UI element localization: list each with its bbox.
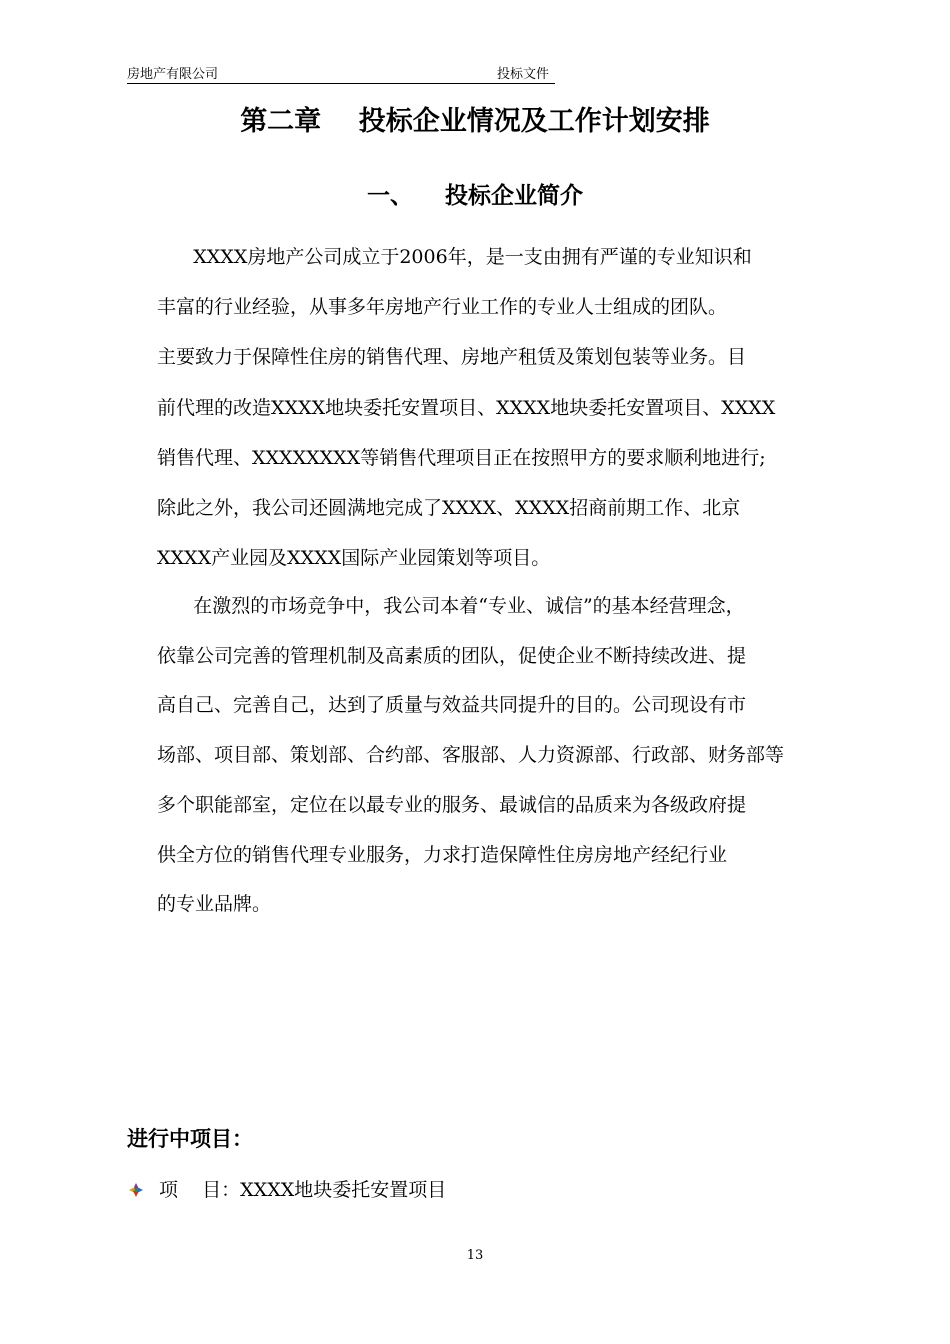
paragraph-line: XXXX产业园及XXXX国际产业园策划等项目。 [157, 547, 551, 569]
paragraph-line: 高自己、完善自己，达到了质量与效益共同提升的目的。公司现设有市 [157, 694, 747, 716]
page-header-doc-type: 投标文件 [497, 67, 550, 82]
paragraph-line: 场部、项目部、策划部、合约部、客服部、人力资源部、行政部、财务部等 [157, 744, 785, 766]
chapter-title: 第二章 投标企业情况及工作计划安排 [240, 106, 710, 137]
paragraph-line: 依靠公司完善的管理机制及高素质的团队，促使企业不断持续改进、提 [157, 645, 747, 667]
paragraph-line: 的专业品牌。 [157, 893, 272, 915]
paragraph-line: XXXX房地产公司成立于2006年，是一支由拥有严谨的专业知识和 [157, 246, 752, 268]
paragraph-line: 供全方位的销售代理专业服务，力求打造保障性住房房地产经纪行业 [157, 844, 728, 866]
header-rule [127, 83, 555, 84]
project-item-label: 项 目：XXXX地块委托安置项目 [159, 1179, 447, 1201]
project-list-item [127, 1176, 446, 1204]
paragraph-line: 主要致力于保障性住房的销售代理、房地产租赁及策划包装等业务。目 [157, 346, 747, 368]
projects-heading: 进行中项目： [127, 1126, 253, 1151]
paragraph-line: 在激烈的市场竞争中，我公司本着“专业、诚信”的基本经营理念， [157, 595, 745, 617]
paragraph-line: 销售代理、XXXXXXXX等销售代理项目正在按照甲方的要求顺利地进行; [157, 447, 766, 469]
page-number: 13 [466, 1248, 484, 1263]
multicolor-arrow-bullet-icon [127, 1181, 145, 1199]
paragraph-line: 除此之外，我公司还圆满地完成了XXXX、XXXX招商前期工作、北京 [157, 497, 741, 519]
section-title: 一、 投标企业简介 [366, 182, 584, 209]
paragraph-line: 丰富的行业经验，从事多年房地产行业工作的专业人士组成的团队。 [157, 296, 728, 318]
page-header-company: 房地产有限公司 [127, 67, 219, 82]
paragraph-line: 多个职能部室，定位在以最专业的服务、最诚信的品质来为各级政府提 [157, 794, 747, 816]
paragraph-line: 前代理的改造XXXX地块委托安置项目、XXXX地块委托安置项目、XXXX [157, 397, 776, 419]
